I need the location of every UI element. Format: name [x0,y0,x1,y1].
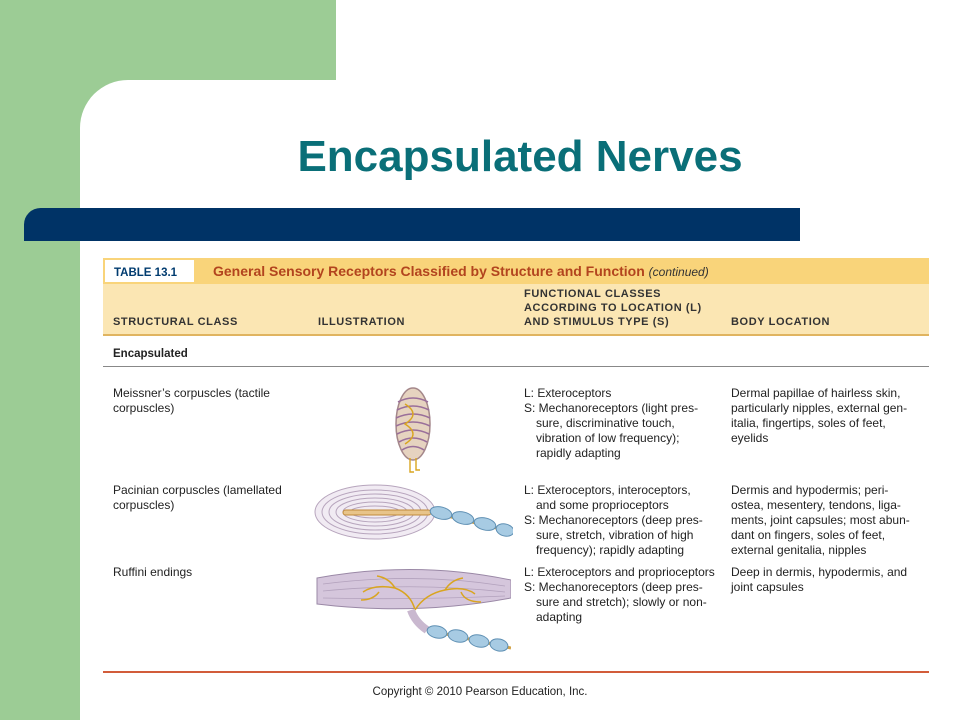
text-line: and some proprioceptors [536,498,669,512]
section-label: Encapsulated [113,348,188,360]
row-ruffini-functional [524,565,715,625]
title-underline-bar [24,208,800,241]
text-line: Deep in dermis, hypodermis, and [731,565,908,579]
text-line: dant on fingers, soles of feet, [731,528,886,542]
copyright-notice: Copyright © 2010 Pearson Education, Inc. [372,686,588,698]
table-title-suffix: (continued) [648,265,709,279]
text-line: sure, stretch, vibration of high [536,528,694,542]
text-line: S: Mechanoreceptors (deep pres- [524,580,703,594]
text-line: vibration of low frequency); [536,431,680,445]
text-line: adapting [536,610,583,624]
sensory-receptors-table [103,258,929,678]
text-line: ostea, mesentery, tendons, liga- [731,498,901,512]
text-line: L: Exteroceptors [524,386,612,400]
column-header-functional [524,287,702,329]
column-header-location: BODY LOCATION [731,316,831,328]
text-line: S: Mechanoreceptors (deep pres- [524,513,703,527]
table-bottom-rule [103,671,929,673]
table-title [213,258,709,284]
ruffini-ending-illustration [315,564,511,656]
title-underline-bar-corner [24,224,65,241]
text-line: S: Mechanoreceptors (light pres- [524,401,699,415]
table-title-bar [103,258,929,284]
text-line: external genitalia, nipples [731,543,867,557]
text-line: Dermis and hypodermis; peri- [731,483,889,497]
row-ruffini-location [731,565,907,595]
slide-title: Encapsulated Nerves [297,132,743,181]
row-pacinian-location [731,483,910,558]
text-line: corpuscles) [113,401,175,415]
text-line: sure and stretch); slowly or non- [536,595,707,609]
text-line: L: Exteroceptors, interoceptors, [524,483,691,497]
text-line: Dermal papillae of hairless skin, [731,386,901,400]
row-meissner-functional [524,386,698,461]
text-line: Pacinian corpuscles (lamellated [113,483,282,497]
row-pacinian-functional [524,483,703,558]
column-header-structural: STRUCTURAL CLASS [113,316,238,328]
row-ruffini-structural [113,565,192,580]
text-line: eyelids [731,431,769,445]
column-header-functional-line: AND STIMULUS TYPE (S) [524,316,670,328]
text-line: particularly nipples, external gen- [731,401,908,415]
pacinian-corpuscle-illustration [313,482,513,548]
text-line: sure, discriminative touch, [536,416,675,430]
text-line: italia, fingertips, soles of feet, [731,416,886,430]
text-line: frequency); rapidly adapting [536,543,685,557]
column-header-functional-line: FUNCTIONAL CLASSES [524,288,662,300]
text-line: rapidly adapting [536,446,621,460]
text-line: joint capsules [731,580,804,594]
column-header-functional-line: ACCORDING TO LOCATION (L) [524,302,702,314]
row-meissner-structural [113,386,270,416]
table-title-text: General Sensory Receptors Classified by Structure and Function [213,263,645,279]
row-pacinian-structural [113,483,282,513]
row-meissner-location [731,386,907,446]
text-line: L: Exteroceptors and proprioceptors [524,565,715,579]
text-line: ments, joint capsules; most abun- [731,513,910,527]
meissner-corpuscle-illustration [383,384,443,476]
section-divider [103,366,929,367]
table-number: TABLE 13.1 [103,258,196,284]
column-header-row [103,284,929,336]
text-line: Ruffini endings [113,565,193,579]
text-line: corpuscles) [113,498,175,512]
text-line: Meissner’s corpuscles (tactile [113,386,270,400]
column-header-illustration: ILLUSTRATION [318,316,406,328]
